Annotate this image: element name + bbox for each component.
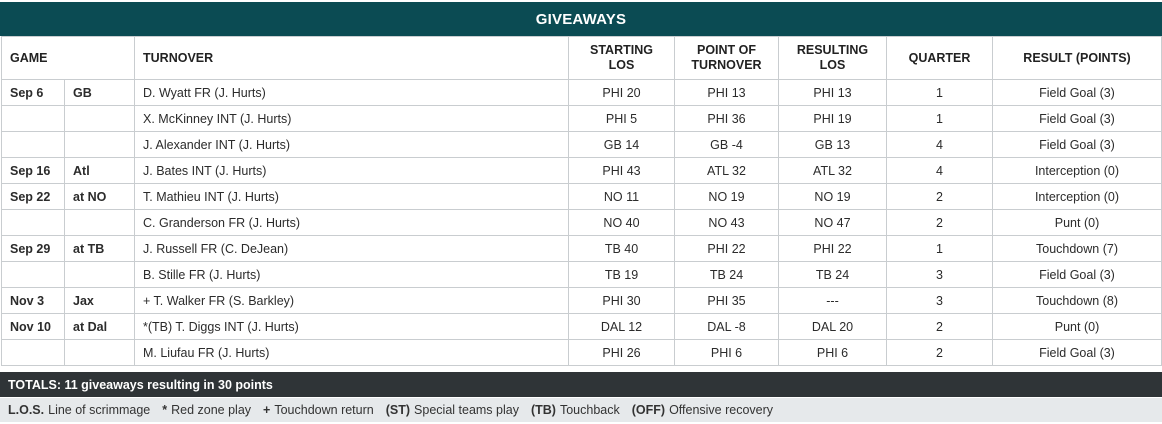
cell-starting-los: NO 40	[569, 210, 675, 236]
table-title: GIVEAWAYS	[0, 2, 1162, 36]
cell-date: Nov 3	[2, 288, 65, 314]
table-row	[2, 80, 1162, 106]
header-game: GAME	[2, 37, 135, 80]
cell-result: Field Goal (3)	[993, 106, 1162, 132]
table-row	[2, 184, 1162, 210]
cell-turnover: C. Granderson FR (J. Hurts)	[135, 210, 569, 236]
header-starting-los: STARTING LOS	[569, 37, 675, 80]
cell-opponent	[65, 106, 135, 132]
cell-turnover: M. Liufau FR (J. Hurts)	[135, 340, 569, 366]
legend-item	[531, 403, 620, 417]
legend-key: L.O.S.	[8, 403, 45, 417]
header-row	[2, 37, 1162, 80]
cell-opponent: Jax	[65, 288, 135, 314]
cell-quarter: 1	[887, 80, 993, 106]
table-row	[2, 262, 1162, 288]
cell-quarter: 3	[887, 288, 993, 314]
cell-starting-los: TB 19	[569, 262, 675, 288]
cell-quarter: 1	[887, 236, 993, 262]
cell-date	[2, 340, 65, 366]
cell-date: Sep 29	[2, 236, 65, 262]
cell-resulting-los: PHI 13	[779, 80, 887, 106]
cell-starting-los: NO 11	[569, 184, 675, 210]
cell-opponent: Atl	[65, 158, 135, 184]
legend-key: *	[162, 403, 168, 417]
cell-point-of-turnover: DAL -8	[675, 314, 779, 340]
cell-opponent: GB	[65, 80, 135, 106]
cell-point-of-turnover: PHI 13	[675, 80, 779, 106]
legend-key: (OFF)	[631, 403, 666, 417]
cell-turnover: D. Wyatt FR (J. Hurts)	[135, 80, 569, 106]
cell-date	[2, 132, 65, 158]
cell-opponent: at NO	[65, 184, 135, 210]
cell-point-of-turnover: NO 19	[675, 184, 779, 210]
cell-point-of-turnover: NO 43	[675, 210, 779, 236]
cell-resulting-los: PHI 6	[779, 340, 887, 366]
table-body	[2, 80, 1162, 366]
cell-quarter: 2	[887, 314, 993, 340]
legend-item	[386, 403, 519, 417]
header-resulting-los: RESULTING LOS	[779, 37, 887, 80]
cell-starting-los: PHI 30	[569, 288, 675, 314]
legend-text: Touchback	[559, 403, 620, 417]
cell-starting-los: PHI 20	[569, 80, 675, 106]
cell-resulting-los: TB 24	[779, 262, 887, 288]
cell-opponent	[65, 210, 135, 236]
cell-date	[2, 210, 65, 236]
legend-key: (TB)	[530, 403, 556, 417]
cell-starting-los: PHI 26	[569, 340, 675, 366]
cell-quarter: 4	[887, 132, 993, 158]
legend-key: (ST)	[385, 403, 411, 417]
legend-bar	[0, 398, 1162, 422]
cell-resulting-los: ATL 32	[779, 158, 887, 184]
cell-resulting-los: PHI 22	[779, 236, 887, 262]
legend-text: Offensive recovery	[669, 403, 774, 417]
header-quarter: QUARTER	[887, 37, 993, 80]
cell-turnover: J. Russell FR (C. DeJean)	[135, 236, 569, 262]
cell-quarter: 4	[887, 158, 993, 184]
table-row	[2, 288, 1162, 314]
cell-turnover: *(TB) T. Diggs INT (J. Hurts)	[135, 314, 569, 340]
cell-date	[2, 106, 65, 132]
cell-resulting-los: ---	[779, 288, 887, 314]
cell-point-of-turnover: PHI 35	[675, 288, 779, 314]
cell-opponent: at Dal	[65, 314, 135, 340]
cell-opponent	[65, 262, 135, 288]
legend-item	[8, 403, 150, 417]
cell-result: Punt (0)	[993, 210, 1162, 236]
cell-date	[2, 262, 65, 288]
totals-bar: TOTALS: 11 giveaways resulting in 30 points	[0, 372, 1162, 397]
cell-date: Sep 16	[2, 158, 65, 184]
cell-result: Interception (0)	[993, 184, 1162, 210]
giveaways-table	[1, 36, 1162, 366]
legend-text: Red zone play	[171, 403, 252, 417]
table-row	[2, 210, 1162, 236]
cell-quarter: 3	[887, 262, 993, 288]
legend-item	[632, 403, 773, 417]
cell-starting-los: TB 40	[569, 236, 675, 262]
cell-resulting-los: GB 13	[779, 132, 887, 158]
cell-result: Field Goal (3)	[993, 80, 1162, 106]
cell-opponent	[65, 132, 135, 158]
cell-turnover: X. McKinney INT (J. Hurts)	[135, 106, 569, 132]
table-row	[2, 340, 1162, 366]
header-point-of-turnover: POINT OF TURNOVER	[675, 37, 779, 80]
cell-point-of-turnover: TB 24	[675, 262, 779, 288]
legend-text: Special teams play	[414, 403, 519, 417]
cell-point-of-turnover: PHI 22	[675, 236, 779, 262]
cell-turnover: B. Stille FR (J. Hurts)	[135, 262, 569, 288]
table-row	[2, 158, 1162, 184]
cell-turnover: + T. Walker FR (S. Barkley)	[135, 288, 569, 314]
header-result: RESULT (POINTS)	[993, 37, 1162, 80]
cell-result: Field Goal (3)	[993, 262, 1162, 288]
legend-text: Touchdown return	[274, 403, 374, 417]
cell-result: Touchdown (7)	[993, 236, 1162, 262]
cell-opponent	[65, 340, 135, 366]
cell-result: Field Goal (3)	[993, 132, 1162, 158]
cell-turnover: T. Mathieu INT (J. Hurts)	[135, 184, 569, 210]
table-row	[2, 106, 1162, 132]
cell-starting-los: PHI 43	[569, 158, 675, 184]
cell-resulting-los: NO 47	[779, 210, 887, 236]
cell-starting-los: GB 14	[569, 132, 675, 158]
legend-item	[162, 403, 251, 417]
cell-point-of-turnover: PHI 36	[675, 106, 779, 132]
cell-quarter: 1	[887, 106, 993, 132]
cell-resulting-los: DAL 20	[779, 314, 887, 340]
table-row	[2, 236, 1162, 262]
legend-key: +	[263, 403, 271, 417]
cell-result: Field Goal (3)	[993, 340, 1162, 366]
table-row	[2, 132, 1162, 158]
legend-text: Line of scrimmage	[48, 403, 151, 417]
legend-item	[263, 403, 374, 417]
cell-resulting-los: PHI 19	[779, 106, 887, 132]
table-row	[2, 314, 1162, 340]
cell-quarter: 2	[887, 184, 993, 210]
cell-point-of-turnover: ATL 32	[675, 158, 779, 184]
cell-turnover: J. Bates INT (J. Hurts)	[135, 158, 569, 184]
header-turnover: TURNOVER	[135, 37, 569, 80]
cell-date: Sep 22	[2, 184, 65, 210]
cell-quarter: 2	[887, 340, 993, 366]
cell-starting-los: PHI 5	[569, 106, 675, 132]
cell-point-of-turnover: GB -4	[675, 132, 779, 158]
cell-resulting-los: NO 19	[779, 184, 887, 210]
cell-date: Sep 6	[2, 80, 65, 106]
cell-turnover: J. Alexander INT (J. Hurts)	[135, 132, 569, 158]
cell-opponent: at TB	[65, 236, 135, 262]
cell-quarter: 2	[887, 210, 993, 236]
cell-starting-los: DAL 12	[569, 314, 675, 340]
cell-point-of-turnover: PHI 6	[675, 340, 779, 366]
cell-result: Interception (0)	[993, 158, 1162, 184]
cell-result: Punt (0)	[993, 314, 1162, 340]
cell-result: Touchdown (8)	[993, 288, 1162, 314]
cell-date: Nov 10	[2, 314, 65, 340]
